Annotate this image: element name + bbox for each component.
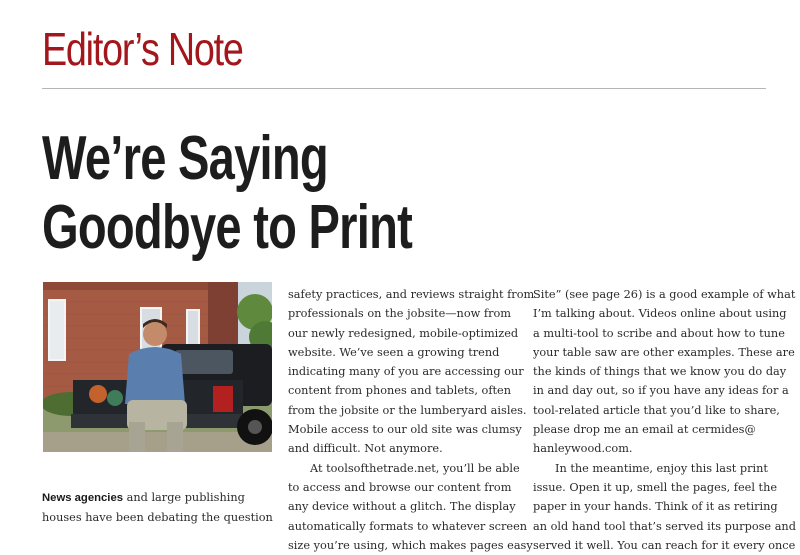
column-3: [533, 285, 796, 555]
column-2-line: to access and browse our content from: [288, 480, 512, 494]
column-3-line: I’m talking about. Videos online about using: [533, 307, 787, 321]
column-3-line: please drop me an email at cermides@: [533, 423, 756, 437]
column-3-line: a multi-tool to scribe and about how to tune: [533, 326, 785, 340]
column-2-line: At toolsofthetrade.net, you’ll be able: [310, 461, 520, 475]
column-2-line: indicating many of you are accessing our: [288, 365, 524, 379]
headline: [42, 124, 412, 262]
column-3-line: served it well. You can reach for it every once: [533, 538, 796, 552]
column-2-line: website. We’ve seen a growing trend: [288, 345, 500, 359]
column-1-line: houses have been debating the question: [42, 511, 273, 525]
column-3-line: the kinds of things that we know you do day: [533, 365, 787, 379]
column-2-line: our newly redesigned, mobile-optimized: [288, 326, 519, 340]
column-3-line: in and day out, so if you have any ideas for a: [533, 384, 789, 398]
column-1: [42, 488, 287, 528]
column-3-line: tool-related article that you’d like to share,: [533, 403, 780, 417]
column-3-line: In the meantime, enjoy this last print: [555, 461, 768, 475]
header-rule: [42, 88, 766, 89]
column-2: [288, 285, 533, 555]
section-label: Editor’s Note: [42, 23, 243, 75]
column-2-line: and difficult. Not anymore.: [288, 442, 443, 456]
column-2-line: automatically formats to whatever screen: [288, 519, 528, 533]
headline-line-1: We’re Saying: [42, 124, 328, 193]
column-2-line: professionals on the jobsite—now from: [288, 307, 511, 321]
column-3-line: hanleywood.com.: [533, 442, 633, 456]
lead-in: News agencies: [42, 492, 124, 504]
column-3-line: an old hand tool that’s served its purpose and: [533, 519, 796, 533]
column-3-line: Site” (see page 26) is a good example of what: [533, 288, 796, 301]
column-2-line: safety practices, and reviews straight from: [288, 288, 535, 301]
column-1-text: and large publishing: [123, 491, 245, 504]
column-3-line: your table saw are other examples. These are: [533, 345, 795, 359]
column-3-line: paper in your hands. Think of it as retiring: [533, 500, 778, 514]
column-2-line: size you’re using, which makes pages easy: [288, 538, 533, 552]
editor-photo: [43, 282, 272, 452]
column-2-line: Mobile access to our old site was clumsy: [288, 423, 522, 437]
column-3-line: issue. Open it up, smell the pages, feel the: [533, 480, 778, 494]
editor-portrait-photo-icon: [43, 282, 272, 452]
column-2-line: any device without a glitch. The display: [288, 500, 516, 514]
column-2-line: content from phones and tablets, often: [288, 384, 512, 398]
column-2-line: from the jobsite or the lumberyard aisles.: [288, 403, 527, 417]
column-1-line: [42, 488, 287, 508]
headline-line-2: Goodbye to Print: [42, 193, 413, 262]
